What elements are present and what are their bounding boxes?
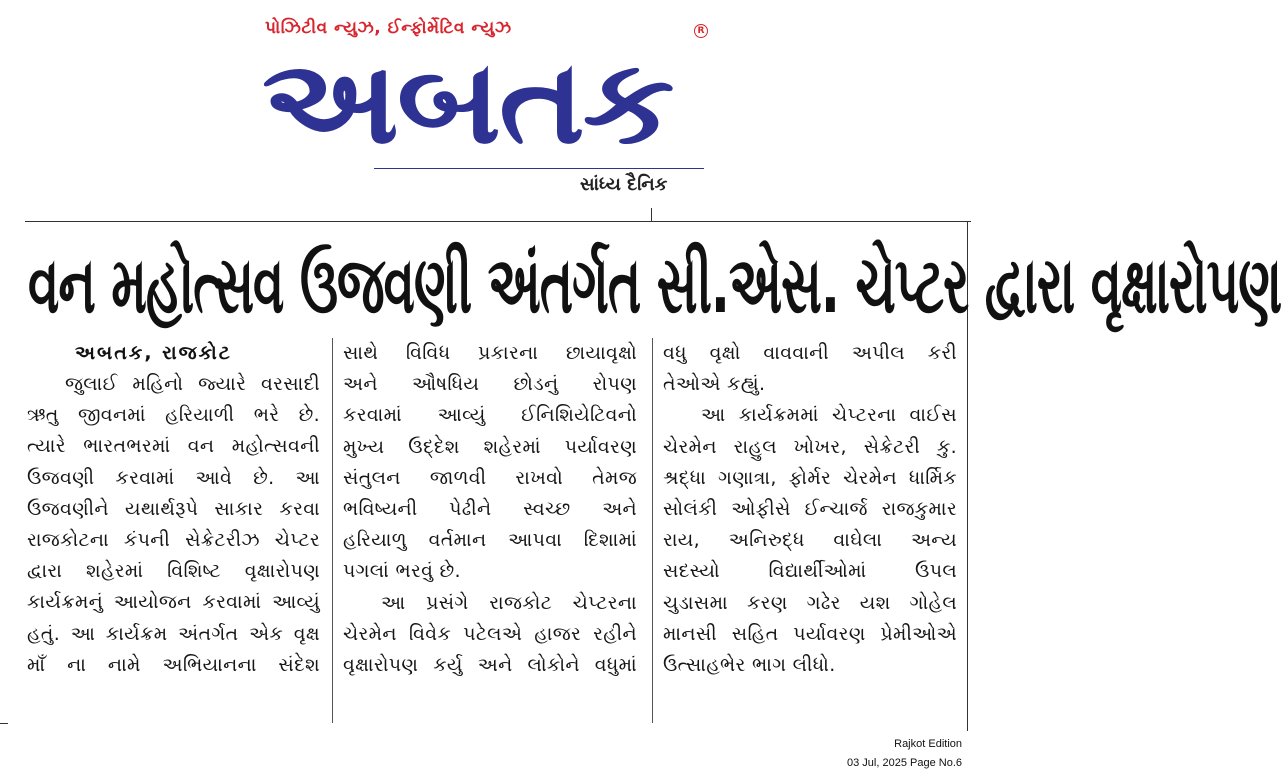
text-line: વધુ વૃક્ષો વાવવાની અપીલ કરી bbox=[663, 342, 957, 364]
text-line: વૃક્ષારોપણ કર્યુ અને લોકોને વધુમાં bbox=[343, 653, 637, 676]
article-top-border bbox=[25, 221, 971, 222]
edition-name: Rajkot Edition bbox=[894, 738, 962, 750]
text-line: જુલાઈ મહિનો જ્યારે વરસાદી bbox=[65, 373, 320, 395]
text-line: સદસ્યો વિદ્યાર્થીઓમાં ઉપલ bbox=[663, 560, 957, 583]
masthead bbox=[262, 18, 712, 208]
text-line: ઋતુ જીવનમાં હરિયાળી ભરે છે. bbox=[27, 404, 320, 427]
text-line: સંતુલન જાળવી રાખવો તેમજ bbox=[343, 466, 637, 489]
text-line: કરવામાં આવ્યું ઈનિશિયેટિવનો bbox=[343, 404, 637, 427]
column-divider bbox=[332, 338, 333, 723]
text-line: ઉત્સાહભેર ભાગ લીધો. bbox=[663, 653, 836, 676]
text-line: અને ઔષધિય છોડનું રોપણ bbox=[343, 373, 637, 396]
registered-mark-icon: R bbox=[694, 24, 708, 38]
text-line: માઁ ના નામે અભિયાનના સંદેશ bbox=[27, 653, 320, 676]
masthead-subtitle: સાંધ્ય દૈનિક bbox=[580, 174, 668, 195]
text-line: પગલાં ભરવું છે. bbox=[343, 560, 461, 583]
text-line: મુખ્ય ઉદ્દેશ શહેરમાં પર્યાવરણ bbox=[343, 435, 637, 458]
text-line: ત્યારે ભારતભરમાં વન મહોત્સવની bbox=[27, 435, 320, 458]
text-line: શ્રદ્ધા ગણાત્રા, ફોર્મર ચેરમેન ધાર્મિક bbox=[663, 466, 957, 489]
article-column-3 bbox=[663, 338, 957, 730]
newspaper-logo bbox=[262, 35, 702, 176]
text-line: હરિયાળુ વર્તમાન આપવા દિશામાં bbox=[343, 529, 637, 552]
text-line: કાર્યક્રમનું આયોજન કરવામાં આવ્યું bbox=[27, 591, 320, 614]
text-line: ઉજવણીને યથાર્થરૂપે સાકાર કરવા bbox=[27, 497, 320, 520]
text-line: આ કાર્યક્રમમાં ચેપ્ટરના વાઈસ bbox=[701, 404, 957, 427]
text-line: તેઓએ કહ્યું. bbox=[663, 373, 766, 396]
text-line: હતું. આ કાર્યક્રમ અંતર્ગત એક વૃક્ષ bbox=[27, 622, 320, 645]
crop-mark bbox=[0, 723, 8, 724]
text-line: ચુડાસમા કરણ ગઢેર યશ ગોહેલ bbox=[663, 591, 957, 614]
subtitle-divider bbox=[374, 168, 704, 169]
text-line: ચેરમેન વિવેક પટેલએ હાજર રહીને bbox=[343, 622, 637, 645]
text-line: સોલંકી ઓફીસે ઈન્ચાર્જ રાજકુમાર bbox=[663, 497, 957, 520]
edition-date-page: 03 Jul, 2025 Page No.6 bbox=[847, 757, 962, 769]
text-line: રાજકોટના કંપની સેક્રેટરીઝ ચેપ્ટર bbox=[27, 528, 320, 551]
article-headline bbox=[28, 239, 1281, 331]
text-line: ઉજવણી કરવામાં આવે છે. આ bbox=[27, 466, 320, 489]
text-line: ભવિષ્યની પેઢીને સ્વચ્છ અને bbox=[343, 497, 637, 520]
article-column-2 bbox=[343, 338, 637, 730]
text-line: માનસી સહિત પર્યાવરણ પ્રેમીઓએ bbox=[663, 622, 957, 645]
dateline: અબતક, રાજકોટ bbox=[75, 342, 232, 364]
text-line: રાય, અનિરુદ્ધ વાઘેલા અન્ય bbox=[663, 529, 957, 552]
text-line: સાથે વિવિધ પ્રકારના છાયાવૃક્ષો bbox=[343, 342, 637, 364]
headline-text: વન મહોત્સવ ઉજવણી અંતર્ગત સી.એસ. ચેપ્ટર દ્વારા વૃક્ષારોપણ bbox=[28, 239, 1281, 331]
article-column-1 bbox=[27, 338, 320, 730]
text-line: આ પ્રસંગે રાજકોટ ચેપ્ટરના bbox=[381, 591, 637, 614]
frame-tick-divider bbox=[651, 208, 652, 221]
logo-wordmark: અબતક bbox=[262, 35, 673, 170]
masthead-tagline: પોઝિટીવ ન્યુઝ, ઈન્ફોર્મેટિવ ન્યુઝ bbox=[265, 18, 512, 38]
text-line: દ્વારા શહેરમાં વિશિષ્ટ વૃક્ષારોપણ bbox=[27, 560, 320, 583]
column-divider bbox=[652, 338, 653, 723]
text-line: ચેરમેન રાહુલ ખોખર, સેક્રેટરી કુ. bbox=[663, 435, 957, 458]
